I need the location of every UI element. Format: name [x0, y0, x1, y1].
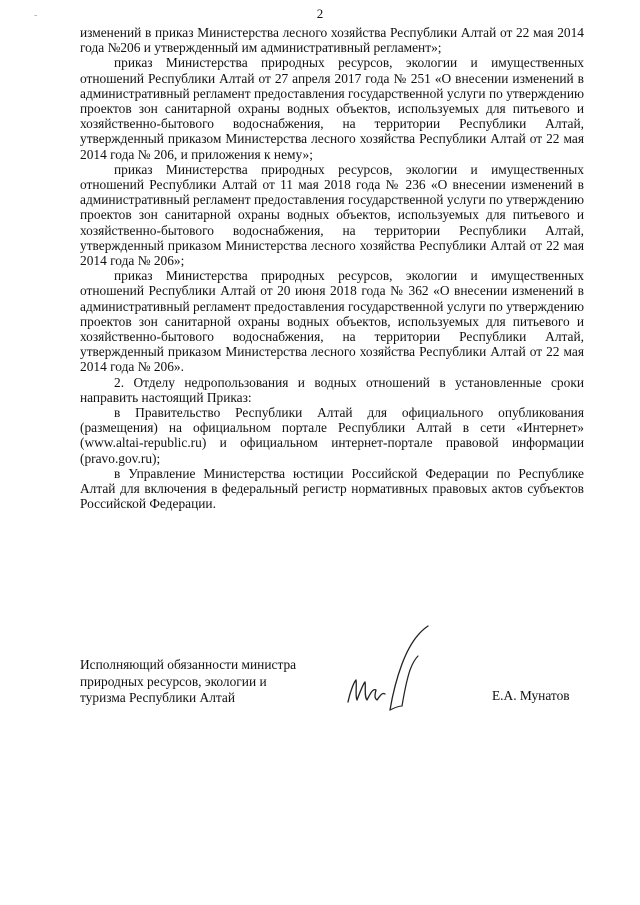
signatory-title-line: туризма Республики Алтай	[80, 690, 236, 705]
handwritten-signature	[330, 622, 450, 720]
paragraph-order-251: приказ Министерства природных ресурсов, экологии и имущественных отношений Республики Алтай от 27 апреля 2017 года № 251 «О внесении изменений в административный регламент предоставления государственной услуги по утверждению проектов зон санитарной охраны водных объектов, используемых для питьевого и хозяйственно-бытового водоснабжения, на территории Республики Алтай, утвержденный приказом Министерства лесного хозяйства Республики Алтай от 22 мая 2014 года № 206, и приложения к нему»;	[80, 55, 584, 162]
paragraph-continuation: изменений в приказ Министерства лесного хозяйства Республики Алтай от 22 мая 2014 года №206 и утвержденный им административный регламент»;	[80, 25, 584, 56]
paragraph-order-362: приказ Министерства природных ресурсов, экологии и имущественных отношений Республики Алтай от 20 июня 2018 года № 362 «О внесении изменений в административный регламент предоставления государственной услуги по утверждению проектов зон санитарной охраны водных объектов, используемых для питьевого и хозяйственно-бытового водоснабжения, на территории Республики Алтай, утвержденный приказом Министерства лесного хозяйства Республики Алтай от 22 мая 2014 года № 206».	[80, 268, 584, 375]
paragraph-item-2: 2. Отделу недропользования и водных отношений в установленные сроки направить настоящий Приказ:	[80, 374, 584, 405]
signatory-title	[80, 657, 296, 707]
paragraph-justice-ministry: в Управление Министерства юстиции Российской Федерации по Республике Алтай для включения в федеральный регистр нормативных правовых актов субъектов Российской Федерации.	[80, 465, 584, 512]
signatory-title-line: Исполняющий обязанности министра	[80, 657, 297, 672]
signatory-name: Е.А. Мунатов	[492, 688, 570, 703]
signatory-title-line: природных ресурсов, экологии и	[80, 673, 267, 689]
paragraph-government: в Правительство Республики Алтай для официального опубликования (размещения) на официальном портале Республики Алтай в сети «Интернет» (www.altai-republic.ru) и официальном интернет-портале правовой информации (pravo.gov.ru);	[80, 405, 584, 466]
page-number: 2	[316, 6, 324, 21]
scan-mark: -	[34, 10, 38, 21]
document-body	[80, 25, 584, 512]
paragraph-order-236: приказ Министерства природных ресурсов, экологии и имущественных отношений Республики Алтай от 11 мая 2018 года № 236 «О внесении изменений в административный регламент предоставления государственной услуги по утверждению проектов зон санитарной охраны водных объектов, используемых для питьевого и хозяйственно-бытового водоснабжения, на территории Республики Алтай, утвержденный приказом Министерства лесного хозяйства Республики Алтай от 22 мая 2014 года № 206»;	[80, 161, 584, 269]
